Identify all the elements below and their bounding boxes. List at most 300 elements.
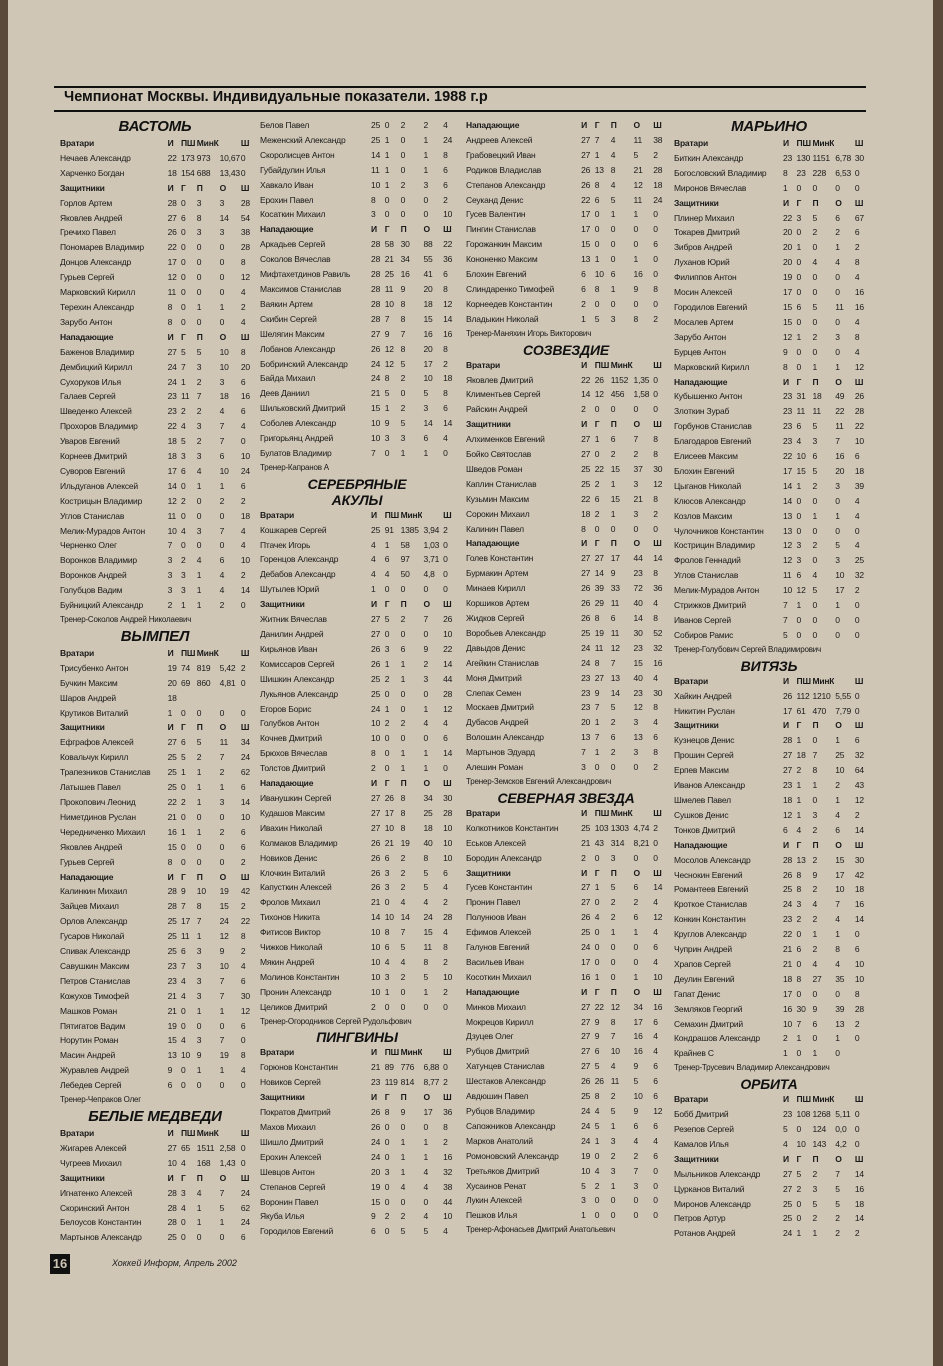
stat-value: 27: [783, 750, 793, 761]
stat-value: 4: [219, 570, 225, 581]
player-row: [260, 552, 454, 567]
stat-value: 0: [384, 1001, 390, 1012]
player-name: Дебабов Александр: [260, 569, 336, 580]
stat-value: 0: [384, 748, 390, 759]
stat-value: 22: [835, 406, 845, 417]
player-row: [466, 730, 666, 745]
player-name: Петров Артур: [674, 1213, 726, 1224]
player-name: Кочнев Дмитрий: [260, 733, 322, 744]
stat-value: 0: [594, 404, 600, 415]
stat-value: 23: [371, 1077, 381, 1088]
coach-line: [674, 1061, 864, 1076]
player-row: [674, 704, 864, 719]
stat-value: 12: [443, 703, 453, 714]
player-name: Мифтахетдинов Равиль: [260, 269, 351, 280]
stat-value: 25: [167, 916, 177, 927]
stat-value: 10: [167, 1157, 177, 1168]
stat-value: О: [835, 720, 842, 731]
stat-value: 9: [783, 346, 788, 357]
stat-value: 2: [180, 796, 186, 807]
stat-value: 24: [167, 376, 177, 387]
stat-value: 0: [633, 852, 639, 863]
stat-value: 26: [581, 179, 591, 190]
stat-value: 6,53: [835, 167, 852, 178]
stat-value: 4: [196, 555, 202, 566]
stat-value: И: [581, 419, 588, 430]
stat-value: 18: [854, 1198, 864, 1209]
player-name: Брюхов Вячеслав: [260, 748, 328, 759]
player-name: Егоров Борис: [260, 703, 312, 714]
stat-value: 10: [371, 733, 381, 744]
stat-value: 2: [240, 901, 246, 912]
stat-value: 0: [180, 257, 186, 268]
stat-value: 4: [240, 960, 246, 971]
player-row: [466, 910, 666, 925]
stat-value: 5: [633, 1076, 639, 1087]
player-row: [466, 492, 666, 507]
stat-value: 8: [167, 856, 173, 867]
player-name: Мелик-Мурадов Антон: [674, 585, 760, 596]
stat-value: 31: [796, 391, 806, 402]
stat-value: 20: [835, 465, 845, 476]
stat-value: 3: [796, 555, 802, 566]
stat-value: 8: [594, 657, 600, 668]
stat-value: 7: [610, 1031, 616, 1042]
player-name: Ерохин Павел: [260, 194, 314, 205]
stat-value: 28: [854, 406, 864, 417]
player-name: Шильковский Дмитрий: [260, 403, 346, 414]
stat-value: 15: [835, 854, 845, 865]
stat-value: 0: [240, 436, 246, 447]
stat-value: 2: [610, 717, 616, 728]
stat-value: 4: [400, 956, 406, 967]
stat-value: 0: [594, 927, 600, 938]
stat-value: 4: [180, 421, 186, 432]
player-row: [260, 1195, 454, 1210]
player-row: [674, 345, 864, 360]
section-label: Вратари: [260, 1047, 294, 1058]
player-row: [466, 880, 666, 895]
stat-value: 1210: [812, 690, 831, 701]
stat-value: 26: [371, 1122, 381, 1132]
player-name: Степанов Александр: [466, 179, 546, 190]
stat-value: 2: [633, 1150, 639, 1161]
section-header: [260, 1045, 454, 1060]
player-row: [60, 1186, 250, 1201]
player-name: Шмелев Павел: [674, 794, 731, 805]
player-name: Донцов Александр: [60, 257, 131, 268]
stat-value: 7: [384, 313, 390, 324]
team-title: ОРБИТА: [740, 1076, 798, 1093]
stat-value: 3: [633, 508, 639, 519]
stat-value: 25: [167, 782, 177, 793]
stat-value: 10: [783, 1018, 793, 1029]
stat-value: 27: [371, 807, 381, 818]
stat-value: Г: [594, 867, 600, 878]
stat-value: 6: [219, 555, 225, 566]
stat-value: 4: [240, 1065, 246, 1076]
stat-value: 0: [423, 1122, 428, 1132]
section-header: [674, 136, 864, 151]
stat-value: И: [371, 1047, 377, 1058]
stat-value: 0: [633, 523, 639, 534]
stat-value: 4: [240, 525, 246, 536]
stat-value: 28: [371, 239, 381, 250]
stat-value: 26: [371, 852, 381, 863]
stat-value: 10: [371, 418, 381, 429]
stat-value: 2: [196, 376, 202, 387]
stat-value: И: [581, 986, 588, 997]
stat-value: 4: [653, 672, 658, 683]
stat-value: 5: [384, 388, 390, 399]
team-name: [60, 118, 250, 136]
stat-value: 16: [783, 1003, 793, 1014]
stat-value: 12: [783, 331, 793, 342]
player-row: [260, 193, 454, 208]
player-row: [60, 464, 250, 479]
player-name: Дембицкий Кирилл: [60, 361, 133, 372]
stat-value: 25: [371, 688, 381, 699]
player-row: [260, 1150, 454, 1165]
player-name: Шишло Дмитрий: [260, 1136, 324, 1147]
stat-value: П: [610, 867, 617, 878]
player-name: Земляков Георгий: [674, 1003, 743, 1014]
player-row: [60, 568, 250, 583]
stat-value: О: [219, 331, 227, 342]
player-row: [260, 252, 454, 267]
stat-value: 20: [423, 343, 433, 354]
stat-value: 0: [443, 539, 448, 550]
stat-value: 6: [653, 1076, 658, 1087]
player-row: [674, 1031, 864, 1046]
stat-value: 6: [384, 554, 390, 565]
stat-value: Г: [796, 197, 802, 208]
player-row: [674, 942, 864, 957]
stat-value: 25: [371, 120, 381, 130]
stat-value: 23: [783, 914, 793, 925]
stat-value: 18: [854, 465, 864, 476]
player-row: [60, 270, 250, 285]
stat-value: 2: [443, 194, 448, 205]
player-row: [260, 567, 454, 582]
stat-value: 23: [581, 687, 591, 698]
stat-value: 4: [180, 990, 186, 1001]
stat-value: 1: [835, 361, 840, 372]
stat-value: 14: [240, 585, 250, 596]
stat-value: 14: [610, 687, 620, 698]
stat-value: 6: [610, 732, 616, 743]
stat-value: И: [783, 1094, 789, 1105]
stat-value: П: [196, 331, 203, 342]
stat-value: 4: [180, 1202, 186, 1213]
stat-value: 0: [796, 287, 802, 298]
section-label: Защитники: [60, 722, 105, 733]
stat-value: 0: [812, 525, 817, 536]
stat-value: 25: [783, 1213, 793, 1224]
player-row: [260, 431, 454, 446]
stat-value: 6: [240, 376, 246, 387]
player-name: Мосолов Александр: [674, 854, 751, 865]
stat-value: 3: [167, 555, 173, 566]
stat-value: 2: [653, 762, 658, 773]
stat-value: 0: [384, 733, 390, 744]
section-label: Защитники: [60, 182, 105, 193]
player-row: [260, 1180, 454, 1195]
stat-value: 0: [219, 540, 225, 551]
player-name: Биткин Александр: [674, 152, 744, 163]
stat-value: 2: [854, 1018, 860, 1029]
stat-value: 6: [812, 451, 817, 462]
stat-value: 0: [653, 1180, 658, 1191]
stat-value: 10: [384, 912, 394, 923]
stat-value: 2: [371, 1001, 376, 1012]
player-row: [60, 285, 250, 300]
stat-value: 67: [854, 212, 864, 223]
stat-value: 1303: [610, 822, 629, 833]
player-row: [60, 151, 250, 166]
stat-value: ПШ: [384, 509, 399, 520]
stat-value: 62: [240, 1202, 250, 1213]
player-name: Белов Павел: [260, 120, 310, 130]
player-row: [674, 598, 864, 613]
player-name: Иванов Сергей: [674, 615, 731, 625]
stat-value: 456: [610, 389, 625, 400]
stat-value: 25: [371, 673, 381, 684]
stat-value: О: [423, 224, 430, 235]
stat-value: 4: [653, 897, 658, 908]
player-row: [260, 1165, 454, 1180]
stat-value: 0: [180, 540, 186, 551]
player-name: Кузнецов Денис: [674, 735, 735, 746]
stat-value: 24: [443, 134, 453, 145]
stat-value: 8: [610, 164, 616, 175]
stat-value: 2: [196, 436, 202, 447]
stat-value: 2: [240, 662, 246, 673]
stat-value: 12: [219, 931, 229, 942]
stat-value: Ш: [854, 376, 864, 387]
player-name: Цурканов Виталий: [674, 1183, 745, 1194]
stat-value: 0: [633, 404, 639, 415]
player-row: [260, 1120, 454, 1135]
stat-value: 0: [610, 942, 616, 953]
stat-value: 8: [796, 973, 802, 984]
stat-value: 4: [423, 718, 428, 729]
player-name: Чижков Николай: [260, 942, 323, 953]
stat-value: 21: [783, 958, 793, 969]
stat-value: 6: [180, 465, 186, 476]
player-row: [466, 148, 666, 163]
stat-value: О: [219, 871, 227, 882]
player-row: [260, 371, 454, 386]
stat-value: 2: [423, 120, 428, 130]
stat-value: 14: [653, 882, 663, 893]
player-row: [60, 944, 250, 959]
stat-value: 2: [796, 1183, 802, 1194]
stat-value: 0: [653, 389, 658, 400]
stat-value: 8: [594, 1091, 600, 1102]
stat-value: 0: [423, 629, 428, 639]
stat-value: 5: [610, 882, 616, 893]
team-title: СЕВЕРНАЯ ЗВЕЗДА: [497, 789, 635, 806]
stat-value: 2: [835, 1228, 840, 1239]
stat-value: 24: [240, 752, 250, 763]
stat-value: 2: [180, 555, 186, 566]
stat-value: 1: [180, 600, 186, 611]
stat-value: 12: [240, 1005, 250, 1016]
stat-value: 6: [610, 613, 616, 623]
player-name: Семахин Дмитрий: [674, 1018, 743, 1029]
stat-value: 1: [594, 971, 600, 982]
stat-value: 3: [196, 975, 202, 986]
stat-value: 1: [633, 971, 639, 982]
stat-value: 0: [180, 707, 186, 718]
stat-value: 26: [371, 1107, 381, 1118]
stat-value: 5: [219, 1202, 225, 1213]
player-name: Дзуцев Олег: [466, 1031, 514, 1042]
stat-value: 3: [196, 1035, 202, 1046]
player-row: [466, 477, 666, 492]
section-label: Вратари: [674, 1094, 708, 1105]
stat-value: 6: [812, 1018, 817, 1029]
stat-value: 44: [633, 553, 643, 564]
stat-value: 0: [180, 782, 186, 793]
stat-value: 4: [796, 436, 802, 447]
stat-value: 2: [240, 495, 246, 506]
team-name: [674, 118, 864, 136]
stat-value: 12: [610, 642, 620, 653]
coach-line: [60, 613, 250, 628]
stat-value: 1: [594, 747, 600, 758]
player-row: [674, 957, 864, 972]
stat-value: 3: [633, 717, 639, 728]
stat-value: 8: [443, 149, 448, 160]
stat-value: 14: [783, 480, 793, 491]
stat-value: 25: [581, 463, 591, 474]
player-row: [60, 315, 250, 330]
stat-value: 18: [783, 794, 793, 805]
player-name: Марковский Кирилл: [674, 361, 750, 372]
stat-value: 0: [633, 224, 639, 235]
stat-value: 0: [443, 584, 448, 595]
stat-value: И: [783, 138, 789, 148]
section-header: [60, 720, 250, 735]
player-row: [674, 1226, 864, 1241]
stat-value: 6: [653, 1016, 658, 1027]
stat-value: 16: [835, 451, 845, 462]
stat-value: 0: [812, 629, 817, 640]
stat-value: 0: [423, 1196, 428, 1207]
stat-value: 3: [196, 525, 202, 536]
stat-value: 5: [812, 585, 817, 596]
stat-value: 0: [400, 388, 406, 399]
team-title: МАРЬИНО: [731, 118, 807, 135]
stat-value: 0: [653, 254, 658, 265]
stat-value: 0: [796, 988, 802, 999]
stat-value: 2: [796, 765, 802, 776]
stat-value: 0: [796, 1124, 802, 1134]
stat-value: 8: [610, 1016, 616, 1027]
stat-value: 1: [812, 929, 817, 940]
stat-value: 18: [423, 298, 433, 309]
stat-value: 6: [180, 212, 186, 223]
stat-value: 24: [653, 194, 663, 205]
player-row: [60, 959, 250, 974]
stat-value: 5: [812, 421, 817, 432]
stat-value: 7: [835, 436, 840, 447]
player-name: Голубков Антон: [260, 718, 319, 729]
player-name: Каплин Станислав: [466, 478, 537, 489]
player-name: Голубцов Вадим: [60, 585, 123, 596]
player-row: [260, 582, 454, 597]
player-name: Лобанов Александр: [260, 343, 336, 354]
player-name: Коршиков Артем: [466, 598, 530, 609]
stat-value: 24: [581, 1120, 591, 1131]
section-header: [260, 508, 454, 523]
stat-value: 23: [633, 642, 643, 653]
stat-value: Ш: [653, 538, 662, 549]
stat-value: 1: [835, 600, 840, 611]
stat-value: 1: [400, 763, 406, 774]
stat-value: 6: [384, 852, 390, 863]
player-name: Уваров Евгений: [60, 436, 120, 447]
stat-value: 17: [783, 705, 793, 716]
player-name: Григорьянц Андрей: [260, 433, 334, 444]
stat-value: 25: [581, 478, 591, 489]
stat-value: 12: [384, 343, 394, 354]
stat-value: 1: [835, 735, 840, 746]
stat-value: 0: [854, 1109, 860, 1120]
player-row: [674, 330, 864, 345]
stat-value: 7: [219, 752, 225, 763]
stat-value: 3: [180, 451, 186, 462]
stat-value: 7: [371, 447, 376, 458]
stat-value: 11: [610, 627, 620, 638]
stat-value: 0: [796, 316, 802, 327]
stat-value: 26: [581, 164, 591, 175]
stat-value: 4: [653, 598, 658, 609]
stat-value: 6: [594, 493, 600, 504]
player-row: [60, 375, 250, 390]
stat-value: 27: [594, 672, 604, 683]
player-name: Кононенко Максим: [466, 254, 538, 265]
stat-value: 40: [633, 672, 643, 683]
stat-value: 27: [783, 1168, 793, 1179]
stat-value: [219, 691, 240, 706]
stat-value: П: [400, 224, 407, 235]
section-header: [466, 866, 666, 881]
player-row: [260, 538, 454, 553]
stat-value: 14: [443, 658, 453, 669]
stat-value: 21: [783, 944, 793, 955]
player-row: [466, 836, 666, 851]
section-label: Защитники: [60, 1172, 105, 1183]
stat-value: 24: [783, 1228, 793, 1239]
stat-value: 1,03: [423, 539, 440, 550]
stat-value: 19: [167, 662, 177, 673]
stat-value: 11: [180, 931, 190, 942]
stat-value: 16: [443, 1151, 453, 1162]
player-row: [60, 360, 250, 375]
player-name: Слиндаренко Тимофей: [466, 283, 555, 294]
stat-value: 13: [594, 164, 604, 175]
stat-value: 0: [610, 971, 616, 982]
player-name: Райскин Андрей: [466, 404, 528, 415]
section-label: Нападающие: [466, 120, 520, 130]
stat-value: О: [835, 1153, 842, 1164]
stat-value: 9: [384, 418, 390, 429]
player-row: [674, 240, 864, 255]
stat-value: 108: [796, 1109, 811, 1120]
